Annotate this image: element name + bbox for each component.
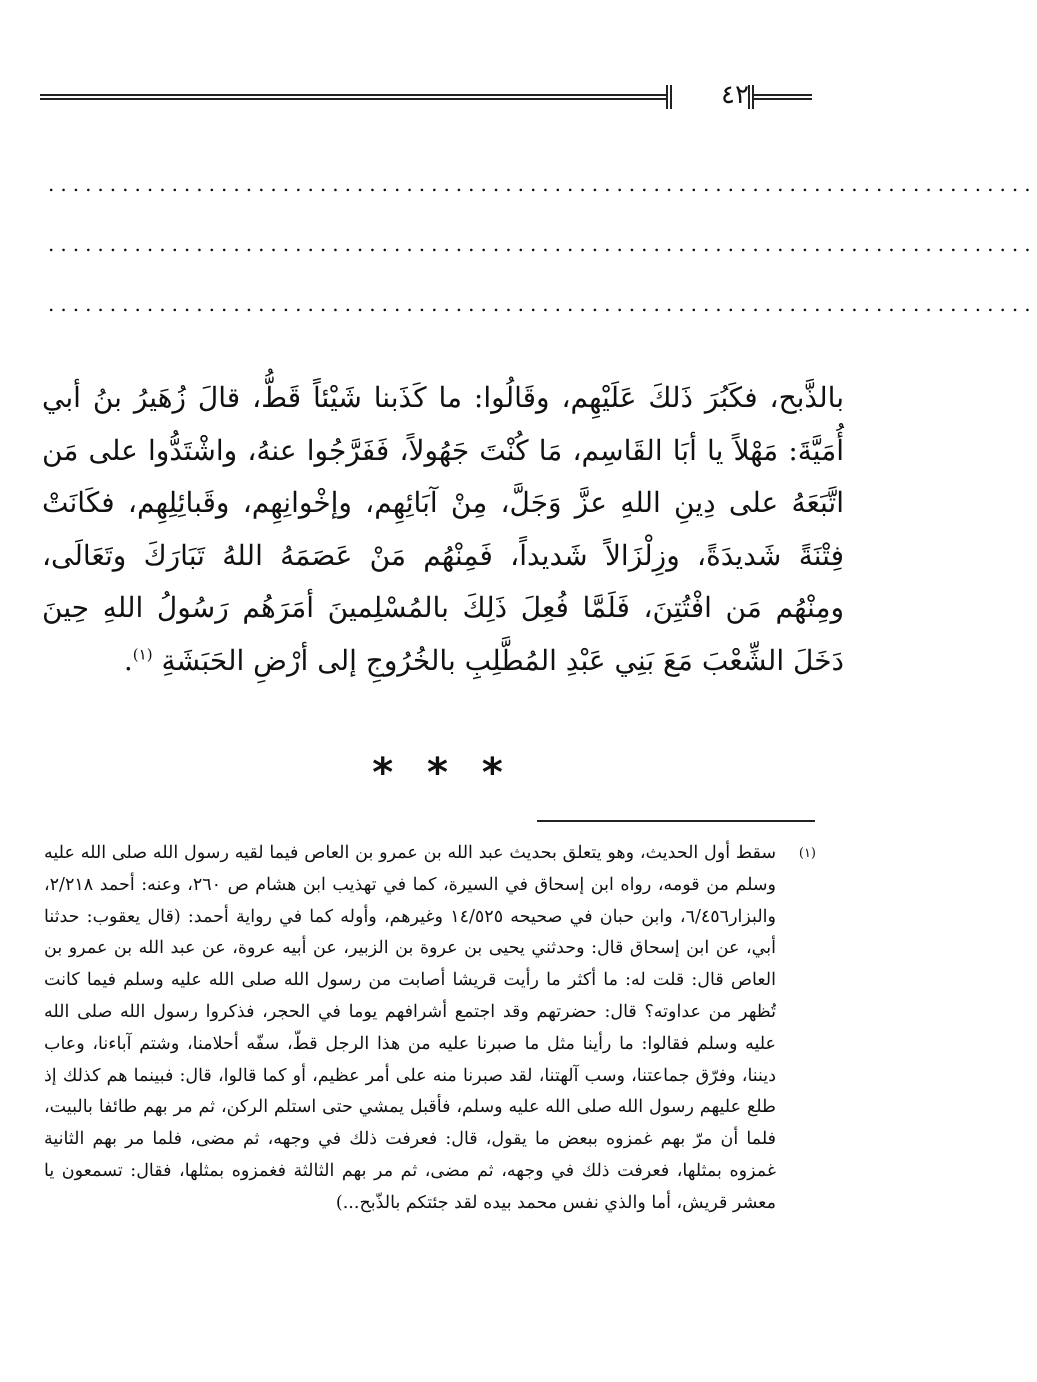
footnote-text: سقط أول الحديث، وهو يتعلق بحديث عبد الله بن عمرو بن العاص فيما لقيه رسول الله صلى الله عليه وسلم من قومه، رواه ابن إسحاق في السيرة، كما في تهذيب ابن هشام ص ٢٦٠، وعنه: أحمد ٢/٢١٨، والبزار٦/٤٥٦، وابن حبان في صحيحه ١٤/٥٢٥ وغيرهم، وأوله كما في رواية أحمد: (قال يعقوب: حدثنا أبي، عن ابن إسحاق قال: وحدثني يحيى بن عروة بن الزبير، عن أبيه عروة، عن عبد الله بن عمرو بن العاص قال: قلت له: ما أكثر ما رأيت قريشا أصابت من رسول الله صلى الله عليه وسلم فيما كانت تُظهر من عداوته؟ قال: حضرتهم وقد اجتمع أشرافهم يوما في الحجر، فذكروا رسول الله صلى الله عليه وسلم فقالوا: ما رأينا مثل ما صبرنا عليه من هذا الرجل قطّ، سفّه أحلامنا، وشتم آباءنا، وعاب ديننا، وفرّق جماعتنا، وسب آلهتنا، لقد صبرنا منه على أمر عظيم، أو كما قالوا، قال: فبينما هم كذلك إذ طلع عليهم رسول الله صلى الله عليه وسلم، فأقبل يمشي حتى استلم الركن، ثم مر بهم طائفا بالبيت، فلما أن مرّ بهم غمزوه ببعض ما يقول، قال: فعرفت ذلك في وجهه، ثم مضى، فلما مر بهم الثانية غمزوه بمثلها، فعرفت ذلك في وجهه، ثم مضى، ثم مر بهم الثالثة فغمزوه بمثلها، فقال: تسمعون يا معشر قريش، أما والذي نفس محمد بيده لقد جئتكم بالذّبح...) bbox=[44, 843, 776, 1213]
header-rule-short bbox=[754, 94, 812, 100]
header-rule-cap bbox=[666, 85, 672, 109]
omission-line: ................................................................................ bbox=[48, 292, 1037, 316]
footnote-label: (١) bbox=[798, 846, 816, 861]
paragraph-end-mark: . bbox=[123, 643, 133, 677]
main-paragraph-text: بالذَّبح، فكَبُرَ ذَلكَ عَلَيْهِم، وقَالُوا: ما كَذَبنا شَيْئاً قَطُّ، قالَ زُهَيرُ بنُ أبي أُمَيَّةَ: مَهْلاً يا أبَا القَاسِم، مَا كُنْتَ جَهُولاً، فَفَرَّجُوا عنهُ، واشْتَدُّوا على مَن اتَّبَعَهُ على دِينِ اللهِ عزَّ وَجَلَّ، مِنْ آبَائِهِم، وإخْوانِهِم، وقَبائِلِهِم، فكَانَتْ فِتْنَةً شَديدَةً، وزِلْزَالاً شَديداً، فَمِنْهُم مَنْ عَصَمَهُ اللهُ تَبَارَكَ وتَعَالَى، ومِنْهُم مَن افْتُتِنَ، فَلَمَّا فُعِلَ ذَلِكَ بالمُسْلِمينَ أمَرَهُم رَسُولُ اللهِ حِينَ دَخَلَ الشِّعْبَ مَعَ بَنِي عَبْدِ المُطَّلِبِ بالخُرُوجِ إلى أرْضِ الحَبَشَةِ bbox=[42, 381, 844, 677]
section-separator: * * * bbox=[372, 750, 513, 796]
omission-line: ................................................................................ bbox=[48, 172, 1037, 196]
footnote-rule bbox=[537, 820, 815, 822]
footnote bbox=[44, 838, 816, 1220]
main-paragraph bbox=[42, 372, 844, 687]
omission-line: ................................................................................ bbox=[48, 232, 1037, 256]
footnote-reference: (١) bbox=[132, 645, 153, 664]
header-rule-long bbox=[40, 94, 666, 100]
page-header bbox=[40, 82, 812, 112]
page-number: ٤٢ bbox=[721, 80, 749, 110]
